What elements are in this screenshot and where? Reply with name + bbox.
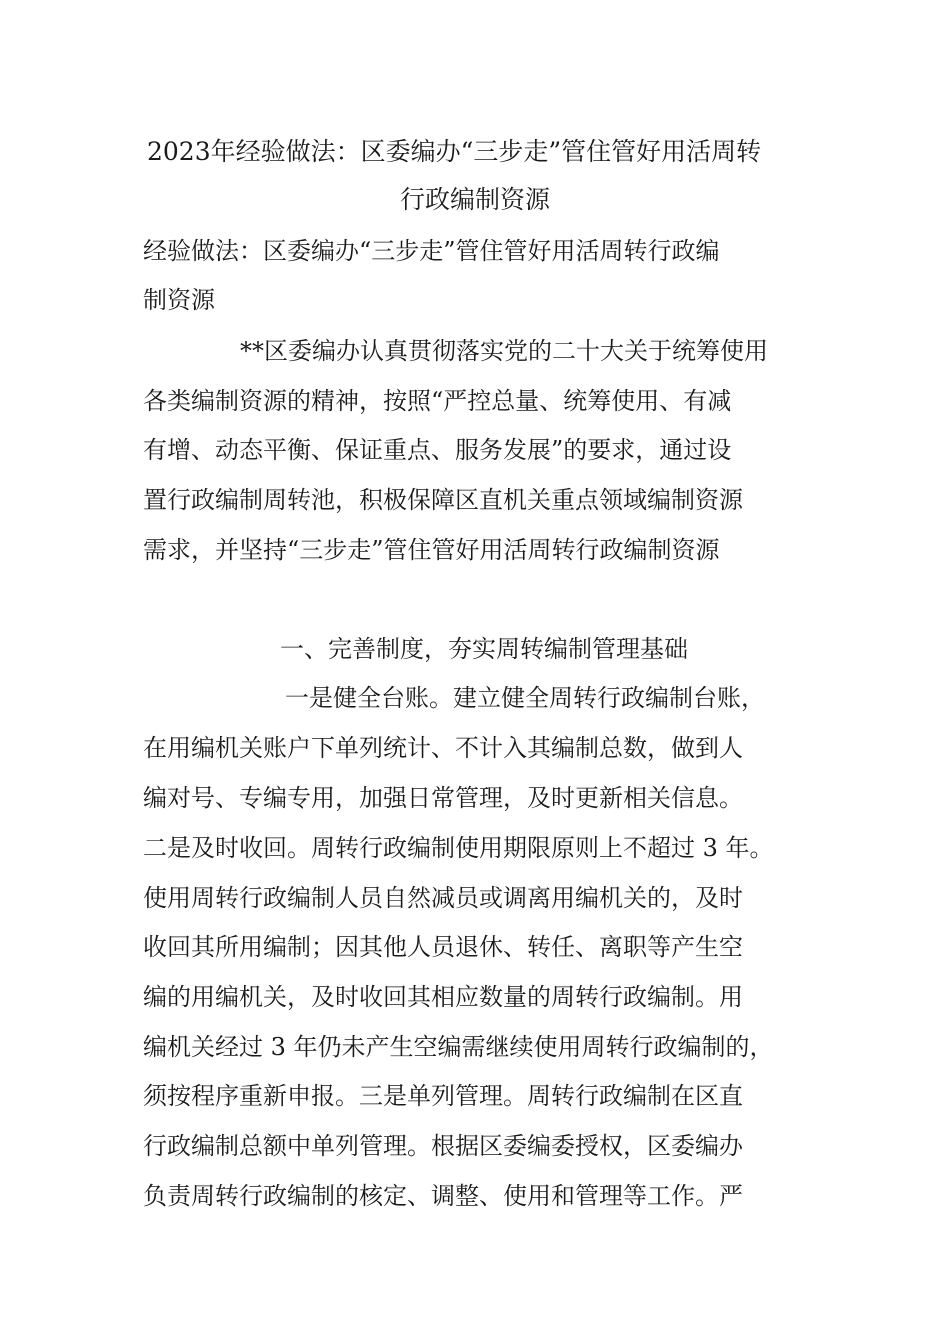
section-paragraph-line: 二是及时收回。周转行政编制使用期限原则上不超过 3 年。	[143, 834, 774, 862]
intro-paragraph-line: 各类编制资源的精神，按照“严控总量、统筹使用、有减	[143, 387, 732, 415]
intro-paragraph-line: 有增、动态平衡、保证重点、服务发展”的要求，通过设	[143, 436, 732, 464]
intro-paragraph-line: 置行政编制周转池，积极保障区直机关重点领域编制资源	[143, 486, 743, 514]
document-title-line-2: 行政编制资源	[400, 185, 551, 214]
intro-paragraph-line: **区委编办认真贯彻落实党的二十大关于统筹使用	[240, 337, 768, 365]
section-heading: 一、完善制度，夯实周转编制管理基础	[280, 635, 688, 663]
document-title-line-1: 2023年经验做法：区委编办“三步走”管住管好用活周转	[147, 137, 762, 166]
subtitle-line-1: 经验做法：区委编办“三步走”管住管好用活周转行政编	[143, 237, 720, 265]
section-paragraph-line: 编机关经过 3 年仍未产生空编需继续使用周转行政编制的，	[143, 1033, 774, 1061]
section-paragraph-line: 编的用编机关，及时收回其相应数量的周转行政编制。用	[143, 983, 743, 1011]
section-paragraph-line: 使用周转行政编制人员自然减员或调离用编机关的，及时	[143, 884, 743, 912]
section-paragraph-line: 收回其所用编制；因其他人员退休、转任、离职等产生空	[143, 933, 743, 961]
section-paragraph-line: 在用编机关账户下单列统计、不计入其编制总数，做到人	[143, 734, 743, 762]
subtitle-line-2: 制资源	[143, 286, 215, 314]
section-paragraph-line: 负责周转行政编制的核定、调整、使用和管理等工作。严	[143, 1182, 743, 1210]
section-paragraph-line: 一是健全台账。建立健全周转行政编制台账，	[285, 684, 765, 712]
section-paragraph-line: 须按程序重新申报。三是单列管理。周转行政编制在区直	[143, 1082, 743, 1110]
section-paragraph-line: 编对号、专编专用，加强日常管理，及时更新相关信息。	[143, 784, 743, 812]
section-paragraph-line: 行政编制总额中单列管理。根据区委编委授权，区委编办	[143, 1132, 743, 1160]
intro-paragraph-line: 需求，并坚持“三步走”管住管好用活周转行政编制资源	[143, 536, 720, 564]
